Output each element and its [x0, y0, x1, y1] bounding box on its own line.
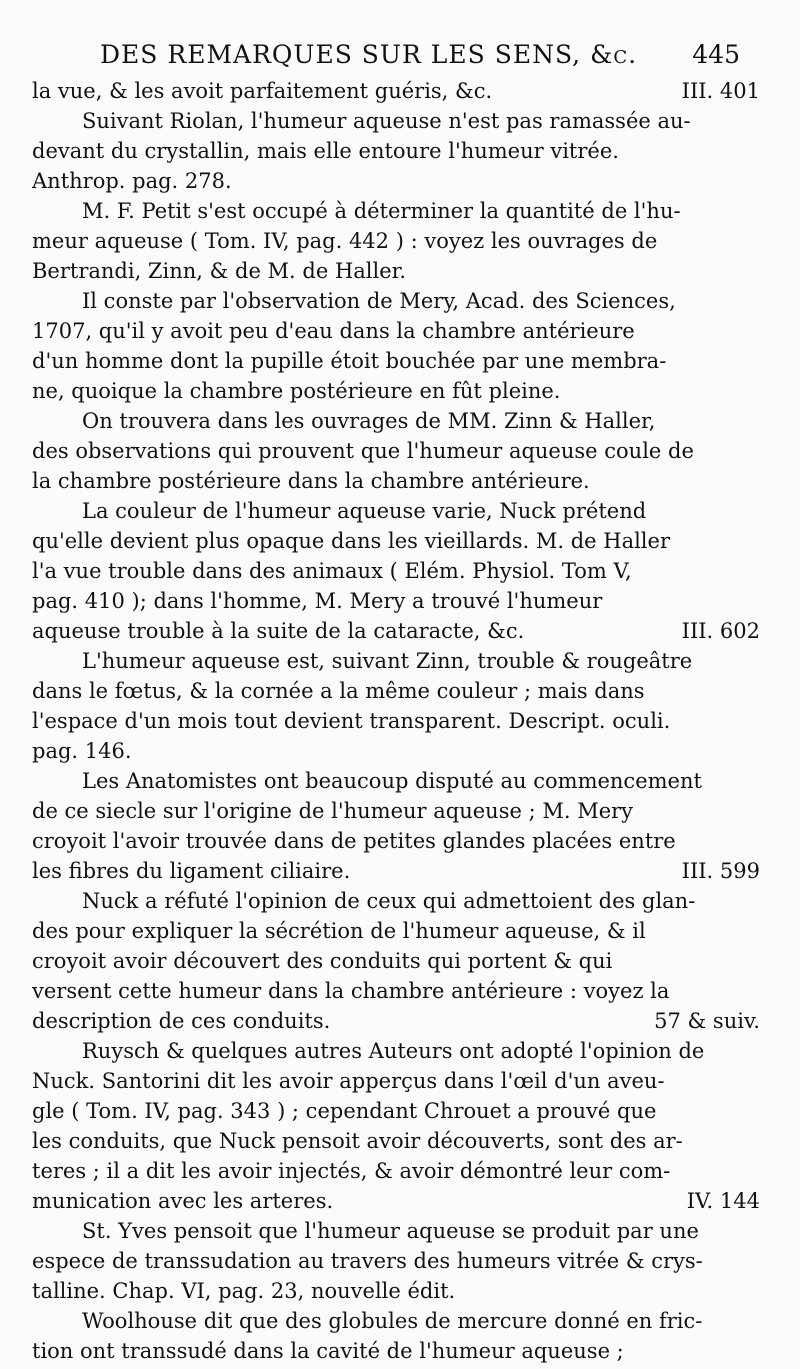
- line-text: Ruysch & quelques autres Auteurs ont adopté l'opinion de: [82, 1039, 705, 1063]
- text-line: [32, 586, 772, 616]
- line-text: croyoit avoir découvert des conduits qui portent & qui: [32, 949, 613, 973]
- line-text: Anthrop. pag. 278.: [32, 169, 232, 193]
- line-text: La couleur de l'humeur aqueuse varie, Nuck prétend: [82, 499, 647, 523]
- line-text: pag. 146.: [32, 739, 132, 763]
- line-text: Il conste par l'observation de Mery, Acad. des Sciences,: [82, 289, 676, 313]
- line-text: dans le fœtus, & la cornée a la même couleur ; mais dans: [32, 679, 645, 703]
- text-line: [32, 166, 772, 196]
- line-text: L'humeur aqueuse est, suivant Zinn, trouble & rougeâtre: [82, 649, 693, 673]
- text-line: [32, 706, 772, 736]
- line-text: Woolhouse dit que des globules de mercure donné en fric-: [82, 1309, 703, 1333]
- text-line: [32, 76, 772, 106]
- line-text: la chambre postérieure dans la chambre antérieure.: [32, 469, 590, 493]
- line-text: des observations qui prouvent que l'humeur aqueuse coule de: [32, 439, 694, 463]
- line-text: les conduits, que Nuck pensoit avoir découverts, sont des ar-: [32, 1129, 683, 1153]
- text-line: [32, 856, 772, 886]
- line-text: l'espace d'un mois tout devient transparent. Descript. oculi.: [32, 709, 671, 733]
- line-text: des pour expliquer la sécrétion de l'humeur aqueuse, & il: [32, 919, 646, 943]
- text-line: [32, 1336, 772, 1366]
- margin-reference: IV. 144: [686, 1189, 760, 1213]
- running-title: DES REMARQUES SUR LES SENS, &c.: [100, 40, 638, 69]
- text-line: [32, 946, 772, 976]
- line-text: tion ont transsudé dans la cavité de l'humeur aqueuse ;: [32, 1339, 624, 1363]
- text-line: [32, 436, 772, 466]
- text-line: [32, 1066, 772, 1096]
- text-line: [32, 1216, 772, 1246]
- margin-reference: III. 401: [681, 79, 760, 103]
- line-text: gle ( Tom. IV, pag. 343 ) ; cependant Chrouet a prouvé que: [32, 1099, 657, 1123]
- line-text: Suivant Riolan, l'humeur aqueuse n'est pas ramassée au-: [82, 109, 691, 133]
- margin-reference: III. 602: [681, 619, 760, 643]
- text-line: [32, 376, 772, 406]
- text-line: [32, 826, 772, 856]
- text-line: [32, 1156, 772, 1186]
- line-text: description de ces conduits.: [32, 1009, 331, 1033]
- text-line: [32, 286, 772, 316]
- text-line: [32, 316, 772, 346]
- text-line: [32, 676, 772, 706]
- text-line: [32, 496, 772, 526]
- body-text: [32, 76, 772, 1366]
- page-number: 445: [692, 40, 740, 69]
- line-text: espece de transsudation au travers des humeurs vitrée & crys-: [32, 1249, 703, 1273]
- text-line: [32, 886, 772, 916]
- text-line: [32, 106, 772, 136]
- line-text: l'a vue trouble dans des animaux ( Elém. Physiol. Tom V,: [32, 559, 632, 583]
- text-line: [32, 1036, 772, 1066]
- line-text: meur aqueuse ( Tom. IV, pag. 442 ) : voyez les ouvrages de: [32, 229, 658, 253]
- line-text: devant du crystallin, mais elle entoure l'humeur vitrée.: [32, 139, 619, 163]
- line-text: aqueuse trouble à la suite de la cataracte, &c.: [32, 619, 525, 643]
- line-text: de ce siecle sur l'origine de l'humeur aqueuse ; M. Mery: [32, 799, 634, 823]
- line-text: Nuck a réfuté l'opinion de ceux qui admettoient des glan-: [82, 889, 696, 913]
- line-text: la vue, & les avoit parfaitement guéris, &c.: [32, 79, 493, 103]
- text-line: [32, 1306, 772, 1336]
- text-line: [32, 1126, 772, 1156]
- line-text: croyoit l'avoir trouvée dans de petites glandes placées entre: [32, 829, 676, 853]
- line-text: pag. 410 ); dans l'homme, M. Mery a trouvé l'humeur: [32, 589, 603, 613]
- text-line: [32, 226, 772, 256]
- line-text: teres ; il a dit les avoir injectés, & avoir démontré leur com-: [32, 1159, 671, 1183]
- margin-reference: 57 & suiv.: [654, 1009, 760, 1033]
- line-text: Bertrandi, Zinn, & de M. de Haller.: [32, 259, 407, 283]
- line-text: qu'elle devient plus opaque dans les vieillards. M. de Haller: [32, 529, 670, 553]
- line-text: ne, quoique la chambre postérieure en fût pleine.: [32, 379, 561, 403]
- text-line: [32, 1276, 772, 1306]
- text-line: [32, 976, 772, 1006]
- text-line: [32, 736, 772, 766]
- text-line: [32, 766, 772, 796]
- text-line: [32, 916, 772, 946]
- text-line: [32, 556, 772, 586]
- line-text: versent cette humeur dans la chambre antérieure : voyez la: [32, 979, 670, 1003]
- line-text: St. Yves pensoit que l'humeur aqueuse se produit par une: [82, 1219, 699, 1243]
- text-line: [32, 1006, 772, 1036]
- line-text: On trouvera dans les ouvrages de MM. Zinn & Haller,: [82, 409, 656, 433]
- line-text: munication avec les arteres.: [32, 1189, 334, 1213]
- line-text: d'un homme dont la pupille étoit bouchée par une membra-: [32, 349, 667, 373]
- text-line: [32, 466, 772, 496]
- text-line: [32, 616, 772, 646]
- line-text: Nuck. Santorini dit les avoir apperçus dans l'œil d'un aveu-: [32, 1069, 665, 1093]
- text-line: [32, 796, 772, 826]
- text-line: [32, 1246, 772, 1276]
- text-line: [32, 526, 772, 556]
- text-line: [32, 346, 772, 376]
- line-text: Les Anatomistes ont beaucoup disputé au commencement: [82, 769, 702, 793]
- margin-reference: III. 599: [681, 859, 760, 883]
- line-text: M. F. Petit s'est occupé à déterminer la quantité de l'hu-: [82, 199, 681, 223]
- text-line: [32, 136, 772, 166]
- text-line: [32, 256, 772, 286]
- line-text: les fibres du ligament ciliaire.: [32, 859, 351, 883]
- line-text: talline. Chap. VI, pag. 23, nouvelle édit.: [32, 1279, 456, 1303]
- text-line: [32, 1186, 772, 1216]
- text-line: [32, 1096, 772, 1126]
- text-line: [32, 196, 772, 226]
- page-header: [100, 40, 770, 74]
- line-text: 1707, qu'il y avoit peu d'eau dans la chambre antérieure: [32, 319, 635, 343]
- text-line: [32, 646, 772, 676]
- text-line: [32, 406, 772, 436]
